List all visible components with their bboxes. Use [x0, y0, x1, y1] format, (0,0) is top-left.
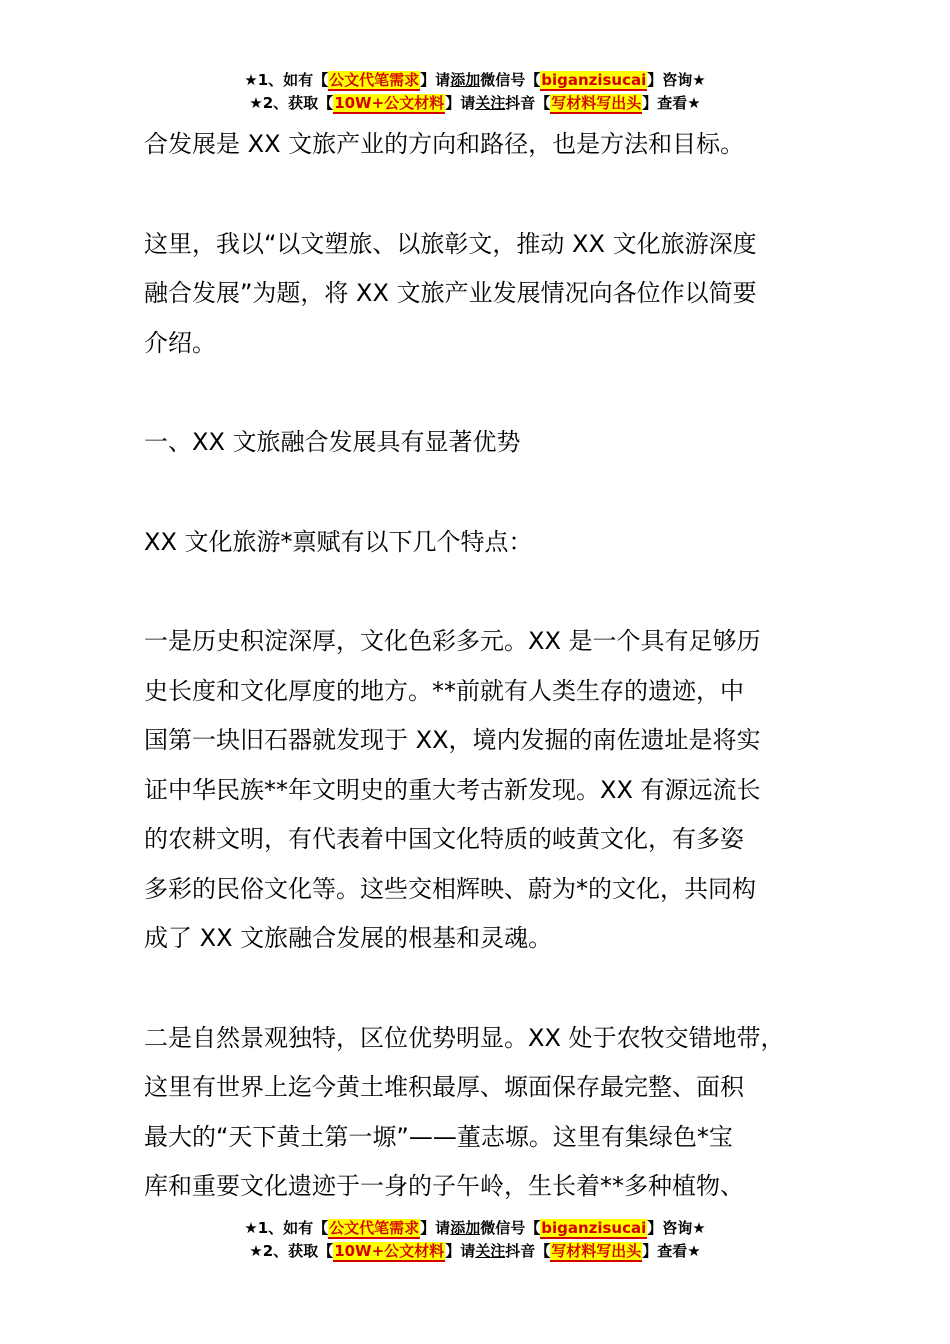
highlight-materials: 10W+公文材料	[334, 1242, 445, 1260]
text-line: 的农耕文明，有代表着中国文化特质的岐黄文化，有多姿	[144, 825, 744, 853]
banner-line-1	[0, 69, 950, 92]
highlight-wechat-id: biganzisucai	[541, 71, 647, 89]
banner-underlined-text: 添加	[450, 71, 481, 89]
text-line: 史长度和文化厚度的地方。**前就有人类生存的遗迹，中	[144, 676, 744, 705]
paragraph-history	[144, 617, 834, 964]
banner-text: 】请	[445, 94, 476, 112]
highlight-ghostwriting: 公文代笔需求	[329, 1219, 420, 1237]
highlight-wechat-id: biganzisucai	[541, 1219, 647, 1237]
banner-text: 】请	[445, 1242, 476, 1260]
bottom-banner	[0, 1217, 950, 1263]
paragraph-nature	[144, 1014, 834, 1212]
section-heading	[144, 418, 834, 468]
banner-text: 】咨询★	[647, 1219, 706, 1237]
banner-text: 】请	[420, 1219, 451, 1237]
text-line: 融合发展”为题，将 XX 文旅产业发展情况向各位作以简要	[144, 279, 757, 307]
text-line: 证中华民族**年文明史的重大考古新发现。XX 有源远流长	[144, 775, 761, 804]
text-line: 多彩的民俗文化等。这些交相辉映、蔚为*的文化，共同构	[144, 874, 756, 903]
banner-text: ★1、如有【	[244, 71, 329, 89]
banner-underlined-text: 关注	[475, 94, 506, 112]
banner-text: 微信号【	[480, 1219, 541, 1237]
banner-underlined-text: 关注	[475, 1242, 506, 1260]
banner-text: ★2、获取【	[249, 1242, 334, 1260]
paragraph-1	[144, 120, 834, 170]
banner-text: 】请	[420, 71, 451, 89]
banner-text: 】查看★	[642, 94, 701, 112]
banner-line-2	[0, 92, 950, 115]
banner-text: ★2、获取【	[249, 94, 334, 112]
banner-text: 】咨询★	[647, 71, 706, 89]
document-body	[144, 120, 834, 1212]
text-line: 这里，我以“以文塑旅、以旅彰文，推动 XX 文化旅游深度	[144, 229, 757, 258]
text-line: 介绍。	[144, 328, 216, 357]
text-line: 最大的“天下黄土第一塬”——董志塬。这里有集绿色*宝	[144, 1122, 733, 1151]
paragraph-2	[144, 220, 834, 369]
text-line: 合发展是 XX 文旅产业的方向和路径，也是方法和目标。	[144, 130, 745, 158]
banner-text: ★1、如有【	[244, 1219, 329, 1237]
banner-text: 抖音【	[505, 1242, 551, 1260]
text-line: 一是历史积淀深厚，文化色彩多元。XX 是一个具有足够历	[144, 627, 761, 655]
banner-line-1	[0, 1217, 950, 1240]
paragraph-intro	[144, 518, 834, 568]
banner-text: 微信号【	[480, 71, 541, 89]
text-line: 国第一块旧石器就发现于 XX，境内发掘的南佐遗址是将实	[144, 726, 761, 754]
top-banner	[0, 69, 950, 115]
text-line: XX 文化旅游*禀赋有以下几个特点：	[144, 527, 533, 556]
heading-line: 一、XX 文旅融合发展具有显著优势	[144, 428, 521, 456]
banner-text: 抖音【	[505, 94, 551, 112]
banner-line-2	[0, 1240, 950, 1263]
highlight-materials: 10W+公文材料	[334, 94, 445, 112]
highlight-douyin-account: 写材料写出头	[551, 94, 642, 112]
highlight-douyin-account: 写材料写出头	[551, 1242, 642, 1260]
text-line: 库和重要文化遗迹于一身的子午岭，生长着**多种植物、	[144, 1172, 744, 1200]
banner-text: 】查看★	[642, 1242, 701, 1260]
highlight-ghostwriting: 公文代笔需求	[329, 71, 420, 89]
text-line: 二是自然景观独特，区位优势明显。XX 处于农牧交错地带，	[144, 1023, 785, 1052]
banner-underlined-text: 添加	[450, 1219, 481, 1237]
text-line: 这里有世界上迄今黄土堆积最厚、塬面保存最完整、面积	[144, 1073, 744, 1101]
text-line: 成了 XX 文旅融合发展的根基和灵魂。	[144, 924, 553, 952]
